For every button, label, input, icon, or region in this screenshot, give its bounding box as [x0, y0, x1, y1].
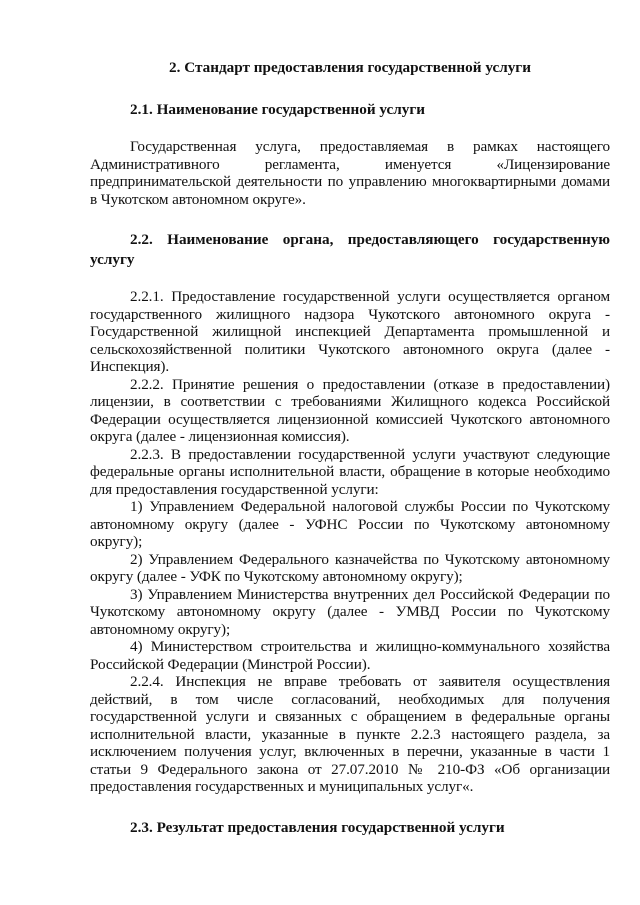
section-2-2-title: 2.2. Наименование органа, предоставляющего государственную услугу: [90, 231, 610, 268]
section-2-1-paragraph: Государственная услуга, предоставляемая в рамках настоящего Административного регламента, именуется «Лицензирование предпринимательской деятельности по управлению многоквартирными домами в Чукотском автономном округе».: [90, 138, 610, 208]
paragraph-2-2-1: 2.2.1. Предоставление государственной услуги осуществляется органом государственного жилищного надзора Чукотского автономного округа - Государственной жилищной инспекцией Департамента промышленной и сельскохозяйственной политики Чукотского автономного округа (далее - Инспекция).: [90, 288, 610, 375]
list-item-4: 4) Министерством строительства и жилищно-коммунального хозяйства Российской Федерации (Минстрой России).: [90, 638, 610, 673]
list-item-2: 2) Управлением Федерального казначейства по Чукотскому автономному округу (далее - УФК по Чукотскому автономному округу);: [90, 550, 610, 585]
paragraph-2-2-3: 2.2.3. В предоставлении государственной услуги участвуют следующие федеральные органы исполнительной власти, обращение в которые необходимо для предоставления государственной услуги:: [90, 445, 610, 498]
paragraph-2-2-4: 2.2.4. Инспекция не вправе требовать от заявителя осуществления действий, в том числе согласований, необходимых для получения государственной услуги и связанных с обращением в федеральные органы исполнительной власти, указанные в пункте 2.2.3 настоящего раздела, за исключением получения услуг, включенных в перечни, указанные в части 1 статьи 9 Федерального закона от 27.07.2010 № 210-ФЗ «Об организации предоставления государственных и муниципальных услуг«.: [90, 673, 610, 795]
section-2-1-title: 2.1. Наименование государственной услуги: [130, 101, 426, 118]
document-page: [90, 58, 610, 838]
chapter-heading: 2. Стандарт предоставления государственной услуги: [169, 59, 531, 76]
list-item-1: 1) Управлением Федеральной налоговой службы России по Чукотскому автономному округу (далее - УФНС России по Чукотскому автономному округу);: [90, 498, 610, 550]
section-2-3-title: 2.3. Результат предоставления государственной услуги: [130, 818, 505, 836]
list-item-3: 3) Управлением Министерства внутренних дел Российской Федерации по Чукотскому автономному округу (далее - УМВД России по Чукотскому автономному округу);: [90, 585, 610, 638]
paragraph-2-2-2: 2.2.2. Принятие решения о предоставлении (отказе в предоставлении) лицензии, в соответствии с требованиями Жилищного кодекса Российской Федерации осуществляется лицензионной комиссией Чукотского автономного округа (далее - лицензионная комиссия).: [90, 375, 610, 445]
